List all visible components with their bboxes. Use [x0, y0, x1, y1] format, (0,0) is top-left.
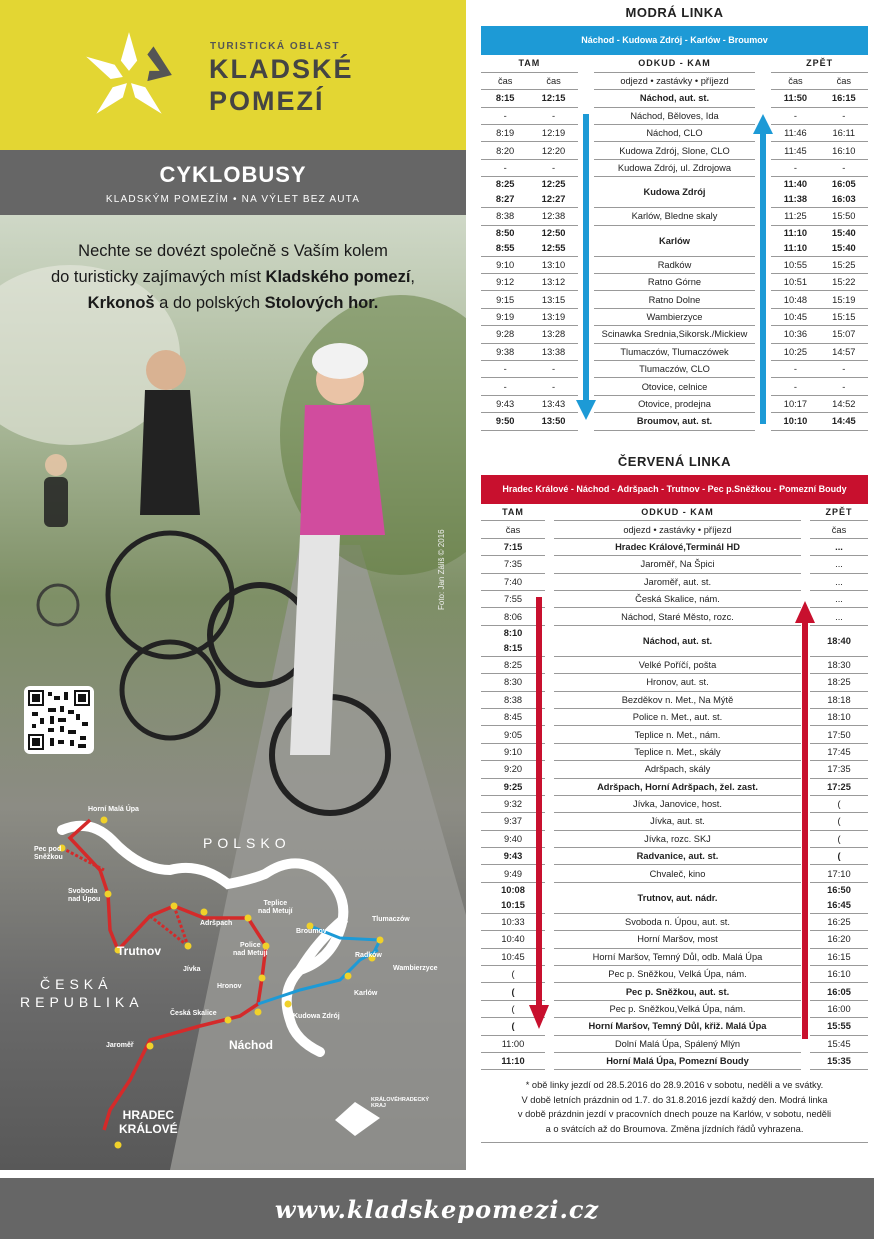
zpet-time-1: 10:25 [771, 343, 819, 360]
zpet-time-2: 16:10 [820, 142, 868, 159]
map-label-polsko: POLSKO [203, 835, 291, 851]
stop-name: Wambierzyce [594, 308, 755, 325]
stop-name: Tlumaczów, CLO [594, 360, 755, 377]
tam-time: ( [481, 983, 545, 1000]
zpet-time: 18:30 [810, 656, 868, 673]
map-label-radkow: Radków [355, 952, 382, 959]
zpet-time-1: 10:10 [771, 413, 819, 430]
tam-time-2: 13:12 [529, 274, 577, 291]
tagline-line1: Nechte se dovézt společně s Vaším kolem [78, 242, 388, 260]
stop-name: Adršpach, skály [554, 761, 801, 778]
tam-time: 9:05 [481, 726, 545, 743]
zpet-time-1: 11:25 [771, 208, 819, 225]
zpet-time: ... [810, 556, 868, 573]
brand-subtitle: TURISTICKÁ OBLAST [210, 41, 340, 52]
blue-table-row [481, 208, 868, 225]
timetable-notes: * obě linky jezdí od 28.5.2016 do 28.9.2016 v sobotu, neděli a ve svátky. V době letních prázdnin od 1.7. do 31.8.2016 jezdí každý den. Modrá linka v době prázdnin jezdí v pracovních dnech pouze na Karlów, v sobotu, neděli a o svátcích až do Broumova. Změna jízdních řádů vyhrazena. [517, 1080, 832, 1134]
arrow-up-red-icon [795, 599, 815, 1039]
photo-credit: Foto: Jan Záliš © 2016 [437, 529, 446, 610]
col-gap [545, 1035, 554, 1052]
col-gap [801, 556, 810, 573]
tam-time-2: 13:28 [529, 326, 577, 343]
zpet-time-1: 11:50 [771, 90, 819, 107]
tam-time: 9:37 [481, 813, 545, 830]
zpet-time-2: 15:19 [820, 291, 868, 308]
map-label-kudowa: Kudowa Zdrój [293, 1013, 340, 1020]
blue-table-row [481, 360, 868, 377]
zpet-time-2: 16:11 [820, 125, 868, 142]
zpet-time-2: 15:22 [820, 274, 868, 291]
stop-name: Police n. Met., aut. st. [554, 708, 801, 725]
zpet-time-1: 10:36 [771, 326, 819, 343]
blue-table-row [481, 326, 868, 343]
tam-time: 9:40 [481, 830, 545, 847]
col-gap [801, 538, 810, 555]
zpet-time: ... [810, 590, 868, 607]
zpet-time: 18:18 [810, 691, 868, 708]
zpet-time: ( [810, 848, 868, 865]
stop-name: Jaroměř, aut. st. [554, 573, 801, 590]
tam-time: 8:06 [481, 608, 545, 625]
zpet-time-1: - [771, 378, 819, 395]
zpet-time: 17:35 [810, 761, 868, 778]
blue-table-row [481, 256, 868, 273]
tam-time: ( [481, 1000, 545, 1017]
blue-table-row [481, 107, 868, 124]
blue-table-row [481, 159, 868, 176]
stop-name: Radków [594, 256, 755, 273]
tam-time-2: 12:15 [529, 90, 577, 107]
stop-name: Horní Maršov, most [554, 931, 801, 948]
stop-name: Horní Malá Úpa, Pomezní Boudy [554, 1052, 801, 1069]
blue-line-title: MODRÁ LINKA [625, 5, 724, 20]
arrow-down-blue-icon [576, 114, 596, 424]
tam-time-2: 13:15 [529, 291, 577, 308]
tam-time: 11:00 [481, 1035, 545, 1052]
zpet-time-2: 15:15 [820, 308, 868, 325]
stop-name: Jívka, Janovice, host. [554, 795, 801, 812]
stop-name: Hronov, aut. st. [554, 674, 801, 691]
zpet-time-1: 11:40 11:38 [771, 177, 819, 208]
blue-table-row [481, 308, 868, 325]
tam-time-2: 13:50 [529, 413, 577, 430]
stop-name: Ratno Dolne [594, 291, 755, 308]
tam-time-2: - [529, 107, 577, 124]
col-sub-cas: čas [481, 72, 529, 89]
tam-time-2: 13:19 [529, 308, 577, 325]
stop-name: Hradec Králové,Terminál HD [554, 538, 801, 555]
tam-time: 7:15 [481, 538, 545, 555]
stop-name: Náchod, CLO [594, 125, 755, 142]
blue-line-table [481, 55, 868, 431]
red-line-title: ČERVENÁ LINKA [617, 453, 732, 469]
blue-table-row [481, 125, 868, 142]
stop-name: Otovice, prodejna [594, 395, 755, 412]
tam-time-1: 8:50 8:55 [481, 225, 529, 256]
tagline-line3: Krkonoš a do polských Stolových hor. [87, 294, 379, 312]
title-band [0, 150, 466, 215]
col-gap [801, 1052, 810, 1069]
zpet-time: ... [810, 608, 868, 625]
tam-time-1: 9:43 [481, 395, 529, 412]
stop-name: Tlumaczów, Tlumaczówek [594, 343, 755, 360]
blue-table-row [481, 90, 868, 107]
zpet-time-1: 10:45 [771, 308, 819, 325]
stop-name: Náchod, aut. st. [554, 625, 801, 656]
tam-time: 9:25 [481, 778, 545, 795]
map-label-nachod: Náchod [229, 1038, 274, 1052]
tam-time-2: 12:19 [529, 125, 577, 142]
tam-time: 8:38 [481, 691, 545, 708]
zpet-time-2: 15:07 [820, 326, 868, 343]
zpet-time-2: - [820, 107, 868, 124]
stop-name: Náchod, aut. st. [594, 90, 755, 107]
zpet-time-1: - [771, 360, 819, 377]
tam-time: 7:40 [481, 573, 545, 590]
col-head-route: ODKUD - KAM [594, 55, 755, 72]
tam-time-1: 9:10 [481, 256, 529, 273]
col-gap [801, 504, 810, 521]
zpet-time-1: - [771, 107, 819, 124]
tam-time-2: - [529, 159, 577, 176]
col-sub-stops: odjezd • zastávky • příjezd [554, 521, 801, 538]
tam-time-1: 9:50 [481, 413, 529, 430]
stop-name: Teplice n. Met., skály [554, 743, 801, 760]
zpet-time: 18:10 [810, 708, 868, 725]
blue-table-row [481, 413, 868, 430]
col-gap [755, 90, 771, 107]
timetables-panel [481, 0, 868, 1143]
zpet-time-1: 11:45 [771, 142, 819, 159]
red-table-row [481, 573, 868, 590]
tam-time-1: 9:38 [481, 343, 529, 360]
stop-name: Jaroměř, Na Špici [554, 556, 801, 573]
page-title: CYKLOBUSY [159, 162, 307, 187]
zpet-time-2: 14:45 [820, 413, 868, 430]
map-label-police: Police nad Metují [233, 942, 268, 958]
zpet-time: 16:05 [810, 983, 868, 1000]
zpet-time: 16:20 [810, 931, 868, 948]
map-label-horni-mala-upa: Horní Malá Úpa [88, 806, 139, 813]
tam-time-2: - [529, 360, 577, 377]
stop-name: Horní Maršov, Temný Důl, odb. Malá Úpa [554, 948, 801, 965]
col-head-zpet: ZPĚT [771, 55, 868, 72]
map-label-adrspach: Adršpach [200, 920, 233, 927]
zpet-time: 17:45 [810, 743, 868, 760]
col-gap [755, 55, 771, 72]
blue-table-row [481, 395, 868, 412]
zpet-time-1: - [771, 159, 819, 176]
stop-name: Karlów [594, 225, 755, 256]
zpet-time-1: 10:55 [771, 256, 819, 273]
tam-time-1: 8:38 [481, 208, 529, 225]
blue-table-row [481, 291, 868, 308]
red-line-route: Hradec Králové - Náchod - Adršpach - Trutnov - Pec p.Sněžkou - Pomezní Boudy [481, 475, 868, 504]
stop-name: Jívka, rozc. SKJ [554, 830, 801, 847]
red-table-row [481, 556, 868, 573]
zpet-time: 15:55 [810, 1018, 868, 1035]
zpet-time: 17:25 [810, 778, 868, 795]
tam-time-1: 8:15 [481, 90, 529, 107]
zpet-time-2: 16:15 [820, 90, 868, 107]
zpet-time: 16:15 [810, 948, 868, 965]
col-gap [545, 556, 554, 573]
blue-line-route: Náchod - Kudowa Zdrój - Karlów - Broumov [481, 26, 868, 55]
tam-time: 11:10 [481, 1052, 545, 1069]
logo-band [0, 0, 466, 150]
stop-name: Pec p. Sněžkou,Velká Úpa, nám. [554, 1000, 801, 1017]
stop-name: Kudowa Zdrój, ul. Zdrojowa [594, 159, 755, 176]
zpet-time-2: - [820, 360, 868, 377]
brand-name-line2: POMEZÍ [209, 86, 325, 116]
tam-time-1: 8:25 8:27 [481, 177, 529, 208]
zpet-time: 17:10 [810, 865, 868, 882]
tam-time-2: - [529, 378, 577, 395]
tam-time-1: 8:20 [481, 142, 529, 159]
zpet-time: 16:00 [810, 1000, 868, 1017]
col-sub-cas: čas [481, 521, 545, 538]
red-header-row [481, 504, 868, 521]
map-label-jaromer: Jaroměř [106, 1042, 134, 1049]
tam-time: 9:43 [481, 848, 545, 865]
map-label-svoboda: Svoboda nad Úpou [68, 888, 101, 904]
blue-table-row [481, 343, 868, 360]
tam-time: 10:08 10:15 [481, 882, 545, 913]
tam-time: ( [481, 1018, 545, 1035]
stop-name: Náchod, Staré Město, rozc. [554, 608, 801, 625]
map-label-broumov: Broumov [296, 928, 327, 935]
tam-time: 10:45 [481, 948, 545, 965]
col-gap [545, 1052, 554, 1069]
col-gap [545, 573, 554, 590]
zpet-time: 16:25 [810, 913, 868, 930]
tam-time: 7:55 [481, 590, 545, 607]
stop-name: Pec p. Sněžkou, Velká Úpa, nám. [554, 966, 801, 983]
zpet-time-1: 10:17 [771, 395, 819, 412]
zpet-time-1: 11:46 [771, 125, 819, 142]
map-label-tlumaczow: Tlumaczów [372, 916, 410, 923]
blue-subheader-row [481, 72, 868, 89]
stop-name: Dolní Malá Úpa, Spálený Mlýn [554, 1035, 801, 1052]
stop-name: Radvanice, aut. st. [554, 848, 801, 865]
zpet-time-2: 15:50 [820, 208, 868, 225]
tam-time-1: - [481, 107, 529, 124]
tam-time: 8:45 [481, 708, 545, 725]
col-gap [755, 72, 771, 89]
stop-name: Pec p. Sněžkou, aut. st. [554, 983, 801, 1000]
red-table-row [481, 538, 868, 555]
col-gap [545, 504, 554, 521]
map-label-wambierzyce: Wambierzyce [393, 965, 438, 972]
zpet-time: 15:45 [810, 1035, 868, 1052]
col-head-route: ODKUD - KAM [554, 504, 801, 521]
col-gap [578, 72, 594, 89]
col-sub-cas: čas [810, 521, 868, 538]
brand-name-line1: KLADSKÉ [209, 54, 354, 84]
col-gap [578, 90, 594, 107]
zpet-time-1: 10:48 [771, 291, 819, 308]
map-label-jivka: Jívka [183, 966, 201, 973]
map-label-karlow: Karlów [354, 990, 378, 997]
zpet-time-1: 11:10 11:10 [771, 225, 819, 256]
tam-time-1: 9:19 [481, 308, 529, 325]
tam-time-1: 8:19 [481, 125, 529, 142]
tam-time-2: 12:20 [529, 142, 577, 159]
blue-table-row [481, 225, 868, 256]
zpet-time: ( [810, 795, 868, 812]
tam-time: 8:25 [481, 656, 545, 673]
map-label-ceska: ČESKÁ [40, 976, 113, 992]
col-gap [801, 573, 810, 590]
tam-time-2: 13:38 [529, 343, 577, 360]
tam-time-1: - [481, 159, 529, 176]
map-label-trutnov: Trutnov [117, 944, 161, 958]
red-subheader-row [481, 521, 868, 538]
map-label-hronov: Hronov [217, 983, 242, 990]
blue-table-row [481, 177, 868, 208]
tam-time-1: 9:28 [481, 326, 529, 343]
tam-time: 9:32 [481, 795, 545, 812]
tam-time-2: 12:50 12:55 [529, 225, 577, 256]
website-link[interactable]: www.kladskepomezi.cz [274, 1195, 600, 1224]
stop-name: Česká Skalice, nám. [554, 590, 801, 607]
arrow-up-blue-icon [753, 112, 773, 424]
zpet-time: ( [810, 830, 868, 847]
tam-time-1: - [481, 360, 529, 377]
tam-time: 9:20 [481, 761, 545, 778]
tam-time-2: 12:25 12:27 [529, 177, 577, 208]
tam-time: 10:33 [481, 913, 545, 930]
stop-name: Kudowa Zdrój, Slone, CLO [594, 142, 755, 159]
tagline [0, 238, 466, 316]
tam-time: 7:35 [481, 556, 545, 573]
zpet-time: 17:50 [810, 726, 868, 743]
zpet-time-2: 15:40 15:40 [820, 225, 868, 256]
footer [0, 1178, 874, 1239]
map-label-hradec: HRADEC KRÁLOVÉ [119, 1108, 178, 1137]
stop-name: Jívka, aut. st. [554, 813, 801, 830]
stop-name: Scinawka Srednia,Sikorsk./Mickiew [594, 326, 755, 343]
zpet-time: 15:35 [810, 1052, 868, 1069]
map-label-pec: Pec pod Sněžkou [34, 846, 63, 862]
zpet-time: 16:10 [810, 966, 868, 983]
map-label-republika: REPUBLIKA [20, 994, 144, 1010]
stop-name: Adršpach, Horní Adršpach, žel. zast. [554, 778, 801, 795]
stop-name: Broumov, aut. st. [594, 413, 755, 430]
stop-name: Trutnov, aut. nádr. [554, 882, 801, 913]
zpet-time: ... [810, 538, 868, 555]
stop-name: Ratno Górne [594, 274, 755, 291]
zpet-time-2: - [820, 159, 868, 176]
route-map [0, 790, 466, 1170]
zpet-time: 18:40 [810, 625, 868, 656]
col-sub-cas: čas [771, 72, 819, 89]
stop-name: Chvaleč, kino [554, 865, 801, 882]
tam-time: 8:10 8:15 [481, 625, 545, 656]
blue-table-row [481, 378, 868, 395]
zpet-time-2: 15:25 [820, 256, 868, 273]
col-gap [578, 55, 594, 72]
tam-time-2: 13:43 [529, 395, 577, 412]
stop-name: Otovice, celnice [594, 378, 755, 395]
map-label-ceska-skalice: Česká Skalice [170, 1010, 217, 1017]
stop-name: Náchod, Běloves, Ida [594, 107, 755, 124]
col-gap [801, 521, 810, 538]
page-subtitle: KLADSKÝM POMEZÍM • NA VÝLET BEZ AUTA [105, 194, 361, 205]
stop-name: Kudowa Zdrój [594, 177, 755, 208]
zpet-time: ( [810, 813, 868, 830]
tam-time-1: 9:12 [481, 274, 529, 291]
col-head-tam: TAM [481, 504, 545, 521]
zpet-time-2: - [820, 378, 868, 395]
col-sub-stops: odjezd • zastávky • příjezd [594, 72, 755, 89]
stop-name: Teplice n. Met., nám. [554, 726, 801, 743]
zpet-time: ... [810, 573, 868, 590]
col-gap [545, 521, 554, 538]
stop-name: Karlów, Bledne skaly [594, 208, 755, 225]
tam-time: ( [481, 966, 545, 983]
tam-time-1: - [481, 378, 529, 395]
blue-table-row [481, 274, 868, 291]
col-head-tam: TAM [481, 55, 578, 72]
col-head-zpet: ZPĚT [810, 504, 868, 521]
zpet-time-1: 10:51 [771, 274, 819, 291]
zpet-time: 16:50 16:45 [810, 882, 868, 913]
qr-code-icon[interactable] [24, 686, 94, 754]
col-sub-cas: čas [529, 72, 577, 89]
tam-time: 10:40 [481, 931, 545, 948]
arrow-down-red-icon [529, 597, 549, 1032]
tam-time: 9:49 [481, 865, 545, 882]
col-sub-cas: čas [820, 72, 868, 89]
zpet-time-2: 14:52 [820, 395, 868, 412]
stop-name: Velké Poříčí, pošta [554, 656, 801, 673]
tam-time-1: 9:15 [481, 291, 529, 308]
zpet-time: 18:25 [810, 674, 868, 691]
zpet-time-2: 14:57 [820, 343, 868, 360]
map-label-kraj: KRÁLOVÉHRADECKÝ KRAJ [371, 1097, 430, 1110]
tam-time-2: 12:38 [529, 208, 577, 225]
tam-time: 9:10 [481, 743, 545, 760]
tagline-line2: do turisticky zajímavých míst Kladského pomezí, [50, 268, 416, 286]
red-table-row [481, 1052, 868, 1069]
star-logo-icon [78, 26, 180, 128]
stop-name: Svoboda n. Úpou, aut. st. [554, 913, 801, 930]
stop-name: Bezděkov n. Met., Na Mýtě [554, 691, 801, 708]
tam-time-2: 13:10 [529, 256, 577, 273]
blue-table-row [481, 142, 868, 159]
col-gap [545, 538, 554, 555]
blue-header-row [481, 55, 868, 72]
tam-time: 8:30 [481, 674, 545, 691]
map-label-teplice: Teplice nad Metují [258, 900, 293, 916]
notes-rule [481, 1142, 868, 1143]
zpet-time-2: 16:05 16:03 [820, 177, 868, 208]
stop-name: Horní Maršov, Temný Důl, křiž. Malá Úpa [554, 1018, 801, 1035]
